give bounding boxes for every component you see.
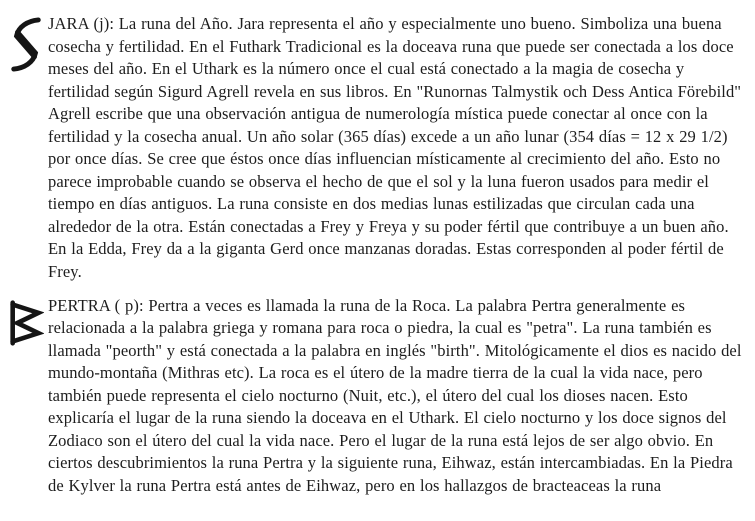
pertra-rune-glyph-column <box>5 295 48 347</box>
jara-paragraph: JARA (j): La runa del Año. Jara representa el año y especialmente uno bueno. Simboliza una buena cosecha y fertilidad. En el Futhark Tradicional es la doceava runa que puede ser conectada a los doce meses del año. En el Uthark es la número once el cual está conectado a la magia de cosecha y fertilidad según Sigurd Agrell revela en sus libros. En "Runornas Talmystik och Dess Antica Förebild" Agrell escribe que una observación antigua de numerología mística puede conectar al once con la fertilidad y la cosecha anual. Un año solar (365 días) excede a un año lunar (354 días = 12 x 29 1/2) por once días. Se cree que éstos once días influencian místicamente al crecimiento del año. Esto no parece improbable cuando se observa el hecho de que el sol y la luna fueron usados para medir el tiempo en días antiguos. La runa consiste en dos medias lunas estilizadas que circulan cada una alrededor de la otra. Están conectadas a Frey y Freya y su poder fértil que contribuye a un buen año. En la Edda, Frey da a la giganta Gerd once manzanas doradas. Estas corresponden al poder fértil de Frey. <box>48 14 742 282</box>
pertra-rune-icon <box>9 299 44 347</box>
pertra-paragraph: PERTRA ( p): Pertra a veces es llamada la runa de la Roca. La palabra Pertra generalmente es relacionada a la palabra griega y romana para roca o piedra, la cual es "petra". La runa también es llamada "peorth" y está conectada a la palabra en inglés "birth". Mitológicamente el dios es nacido del mundo-montaña (Mithras etc). La roca es el útero de la madre tierra de la cual la vida nace, pero también puede representa el cielo nocturno (Nuit, etc.), el útero del cual los dioses nacen. Esto explicaría el lugar de la runa siendo la doceava en el Uthark. El cielo nocturno y los doce signos del Zodiaco son el útero del cual la vida nace. Pero el lugar de la runa está lejos de ser algo obvio. En ciertos descubrimientos la runa Pertra y la siguiente runa, Eihwaz, están intercambiadas. En la Piedra de Kylver la runa Pertra está antes de Eihwaz, pero en los hallazgos de bracteaceas la runa <box>48 295 742 495</box>
jara-rune-glyph-column <box>5 13 48 72</box>
section-pertra <box>5 295 749 498</box>
section-jara <box>5 13 749 284</box>
jara-rune-icon <box>9 17 43 72</box>
